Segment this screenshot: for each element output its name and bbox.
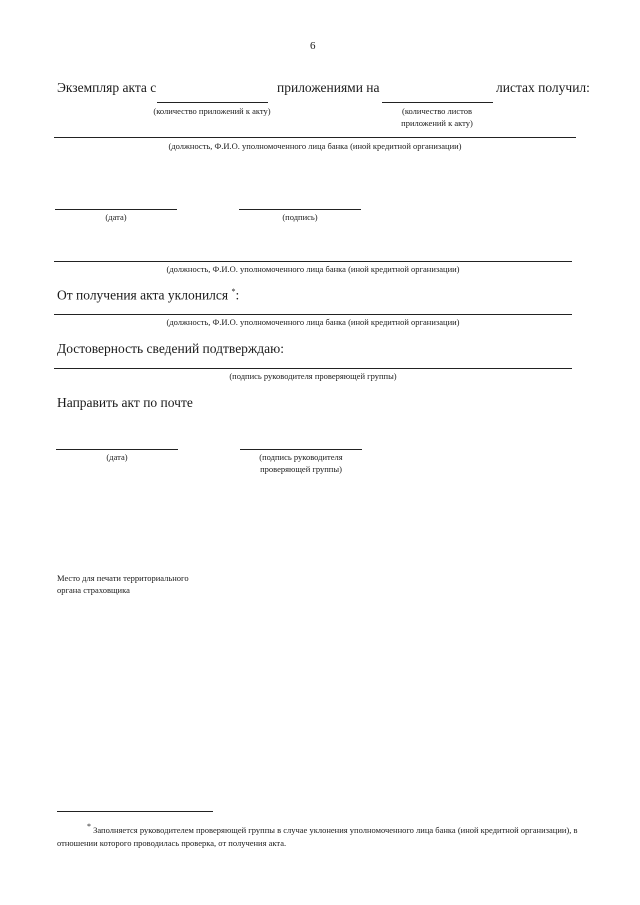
- sheet-count-line: [382, 102, 493, 103]
- date-line-1: [55, 209, 177, 210]
- stamp-place-line1: Место для печати территориального: [57, 573, 189, 583]
- send-by-mail-label: Направить акт по почте: [57, 395, 193, 410]
- position-caption-1: (должность, Ф.И.О. уполномоченного лица банка (иной кредитной организации): [168, 141, 462, 151]
- head-signature-caption-2-line2: проверяющей группы): [260, 464, 342, 474]
- appendix-count-line: [157, 102, 268, 103]
- stamp-place: [57, 572, 189, 596]
- signature-line-1: [239, 209, 361, 210]
- footnote-mark: *: [231, 287, 236, 296]
- position-caption-3: (должность, Ф.И.О. уполномоченного лица банка (иной кредитной организации): [166, 317, 460, 327]
- evaded-colon: :: [235, 287, 240, 303]
- date-line-2: [56, 449, 178, 450]
- appendix-count-caption: (количество приложений к акту): [153, 106, 271, 116]
- page-number: 6: [310, 40, 316, 52]
- stamp-place-line2: органа страховщика: [57, 585, 130, 595]
- footnote-mark-bottom: *: [87, 822, 91, 831]
- evaded-label-row: [57, 287, 239, 304]
- position-line-1: [54, 137, 576, 138]
- signature-caption-1: (подпись): [282, 212, 318, 222]
- position-line-2: [54, 261, 572, 262]
- position-caption-2: (должность, Ф.И.О. уполномоченного лица банка (иной кредитной организации): [166, 264, 460, 274]
- date-caption-1: (дата): [105, 212, 127, 222]
- evaded-label: От получения акта уклонился: [57, 287, 229, 303]
- sheet-count-caption: (количество листов приложений к акту): [401, 106, 473, 128]
- footnote: [57, 820, 582, 850]
- head-signature-caption-2-line1: (подпись руководителя: [259, 452, 343, 462]
- head-signature-line: [54, 368, 572, 369]
- position-line-3: [54, 314, 572, 315]
- copy-received-lead: Экземпляр акта с: [57, 80, 157, 95]
- date-caption-2: (дата): [106, 452, 128, 462]
- copy-received-middle: приложениями на: [277, 80, 380, 95]
- head-signature-caption: (подпись руководителя проверяющей группы): [229, 371, 397, 381]
- head-signature-line-2: [240, 449, 362, 450]
- confirm-label: Достоверность сведений подтверждаю:: [57, 341, 284, 356]
- footnote-separator: [57, 811, 213, 812]
- footnote-text: Заполняется руководителем проверяющей группы в случае уклонения уполномоченного лица банка (иной кредитной организации), в отношении которого проводилась проверка, от получения акта.: [57, 824, 578, 848]
- head-signature-caption-2: [235, 451, 367, 475]
- copy-received-end: листах получил:: [496, 80, 590, 95]
